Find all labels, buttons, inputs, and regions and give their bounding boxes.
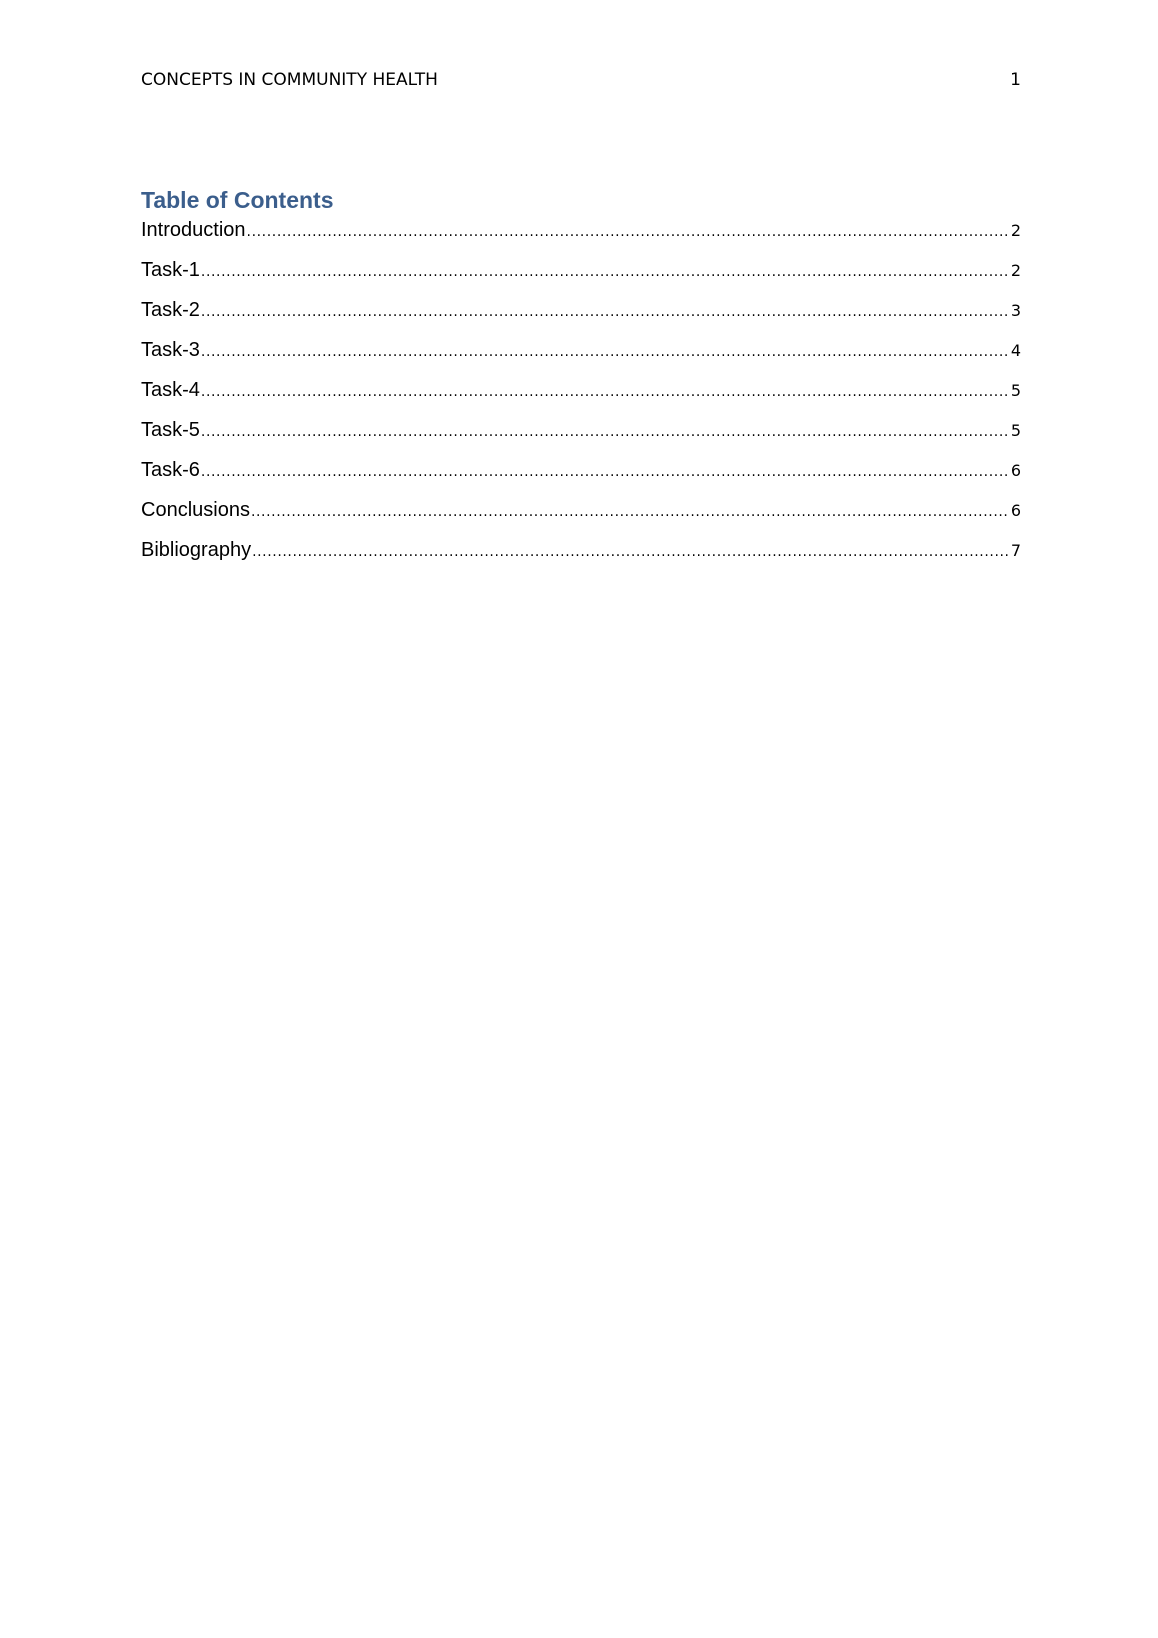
- table-of-contents: [141, 185, 1021, 579]
- toc-dot-leader: [201, 464, 1010, 480]
- toc-entry-bibliography[interactable]: [141, 539, 1021, 579]
- toc-entry-label: Task-5: [141, 419, 200, 441]
- toc-entry-label: Bibliography: [141, 539, 252, 561]
- toc-entry-task-1[interactable]: [141, 259, 1021, 299]
- toc-entry-label: Task-3: [141, 339, 200, 361]
- toc-entry-label: Task-1: [141, 259, 200, 281]
- toc-entry-task-2[interactable]: [141, 299, 1021, 339]
- toc-entry-page: 6: [1010, 461, 1021, 480]
- toc-entry-label: Introduction: [141, 219, 246, 241]
- toc-entry-page: 2: [1010, 221, 1021, 240]
- toc-entry-task-6[interactable]: [141, 459, 1021, 499]
- toc-dot-leader: [201, 424, 1010, 440]
- toc-entry-task-3[interactable]: [141, 339, 1021, 379]
- toc-dot-leader: [201, 304, 1010, 320]
- toc-dot-leader: [247, 224, 1010, 240]
- toc-entry-page: 4: [1010, 341, 1021, 360]
- toc-entry-label: Task-4: [141, 379, 200, 401]
- toc-entry-page: 7: [1010, 541, 1021, 560]
- toc-dot-leader: [252, 544, 1010, 560]
- toc-entry-page: 6: [1010, 501, 1021, 520]
- running-head: CONCEPTS IN COMMUNITY HEALTH: [141, 70, 438, 90]
- toc-dot-leader: [251, 504, 1010, 520]
- toc-entry-label: Task-6: [141, 459, 200, 481]
- toc-entry-task-4[interactable]: [141, 379, 1021, 419]
- toc-heading: Table of Contents: [141, 187, 334, 213]
- toc-dot-leader: [201, 384, 1010, 400]
- toc-entry-label: Task-2: [141, 299, 200, 321]
- toc-entry-conclusions[interactable]: [141, 499, 1021, 539]
- toc-entry-page: 3: [1010, 301, 1021, 320]
- toc-entry-page: 5: [1010, 421, 1021, 440]
- toc-entry-page: 2: [1010, 261, 1021, 280]
- page-header: [141, 70, 1021, 90]
- toc-dot-leader: [201, 264, 1010, 280]
- page-number: 1: [1010, 70, 1021, 90]
- toc-entry-task-5[interactable]: [141, 419, 1021, 459]
- toc-entry-label: Conclusions: [141, 499, 250, 521]
- toc-entry-introduction[interactable]: [141, 219, 1021, 259]
- toc-dot-leader: [201, 344, 1010, 360]
- toc-entry-page: 5: [1010, 381, 1021, 400]
